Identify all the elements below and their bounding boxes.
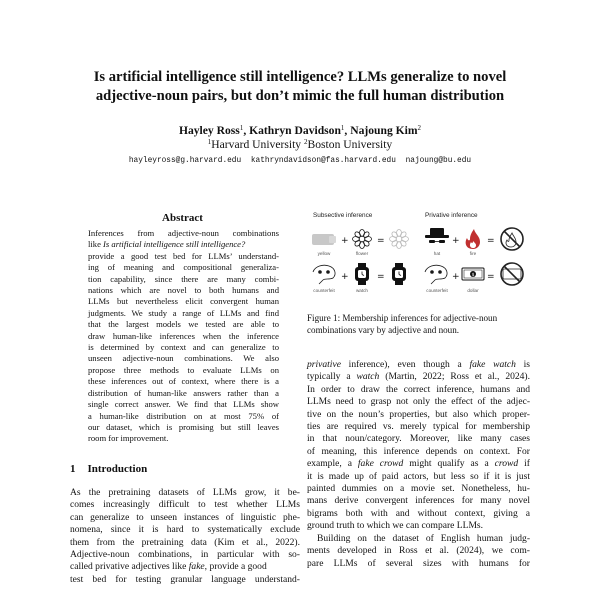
body-line: of meaning, this inference depends on context. For (307, 445, 530, 457)
body-line: them from the pretraining data (Kim et al., 2022). (70, 536, 300, 548)
hat-icon (425, 228, 449, 243)
body-line: it is made up of paid actors, but less so if it is just (307, 470, 530, 482)
author-3: Najoung Kim (350, 124, 418, 137)
figure-right-title: Privative inference (425, 212, 478, 219)
body-line: painted dummies on a movie set. Nonetheless, hu- (307, 483, 530, 495)
abstract-line: LLMs but nevertheless elicit convergent human (88, 296, 279, 307)
title-line-1: Is artificial intelligence still intelligence? LLMs generalize to novel (93, 69, 507, 85)
section-heading (70, 463, 147, 475)
pale-flower-icon (390, 230, 409, 249)
body-line: test bed for testing granular language understand- (70, 573, 300, 585)
abstract-line: nations which are novel to both humans and (88, 285, 279, 296)
svg-text:$: $ (471, 273, 475, 278)
abstract-line: unseen adjective-noun combinations. We also (88, 353, 279, 364)
body-line: pare LLMs of several sizes with humans for (307, 557, 530, 569)
caption-line: combinations vary by adjective and noun. (307, 324, 460, 335)
body-line: example, a fake crowd might qualify as a crowd if (307, 458, 530, 470)
affiliations (60, 138, 540, 152)
emails (60, 156, 540, 166)
section-title: Introduction (87, 463, 148, 475)
equals-icon: = (377, 272, 385, 282)
email-1[interactable]: hayleyross@g.harvard.edu (128, 157, 242, 165)
body-line: LLMs need to grasp not only the effect of the adjec- (307, 396, 530, 408)
abstract-line: judgments. We study a range of LLMs and find (88, 307, 279, 318)
caption-line: Figure 1: Membership inferences for adjective-noun (307, 313, 498, 323)
body-line: comes increasingly difficult to test whether LLMs (70, 499, 300, 511)
label-counterfeit-left: counterfeit (313, 288, 335, 293)
yellow-swatch-icon (312, 234, 336, 245)
abstract-line: tion capability, since there are many combi- (88, 273, 279, 284)
figure-left-title: Subsective inference (313, 212, 373, 219)
affiliation-1: Harvard University (211, 138, 302, 151)
abstract-italic-title: Is artificial intelligence still intelligence? (103, 239, 246, 250)
intro-left-column (70, 487, 300, 586)
label-flower: flower (355, 251, 369, 256)
body-line: In order to draw the correct inference, humans and (307, 383, 530, 395)
counterfeit-mask-icon (313, 265, 335, 284)
body-line: ties are required vs. merely typical for membership (307, 421, 530, 433)
body-line: can generalize to unseen instances of linguistic phe- (70, 511, 300, 523)
label-counterfeit-right: counterfeit (426, 288, 448, 293)
aff-mark: 2 (417, 124, 422, 132)
watch-icon (355, 263, 369, 285)
abstract-line: ing of meaning and compositional generaliza- (88, 262, 279, 273)
abstract-line: provide a good test bed for LLMs’ understand- (88, 250, 279, 261)
intro-right-column (307, 359, 530, 570)
plus-icon: + (452, 272, 460, 282)
body-line: ground truth to which we can compare LLMs. (307, 520, 484, 532)
aff-mark: 1 (340, 124, 345, 132)
body-line: nomena, since it is hard to systematically exclude (70, 524, 300, 536)
abstract-line: like Is artificial intelligence still intelligence? (88, 239, 246, 250)
equals-icon: = (487, 236, 495, 246)
abstract-line: is determined by context and can generalize to (88, 342, 279, 353)
abstract-line: propose three methods to evaluate LLMs on (88, 364, 279, 375)
abstract-line: that the largest models we tested are able to (88, 319, 279, 330)
label-dollar: dollar (467, 288, 479, 293)
label-fire: fire (469, 251, 477, 256)
body-line: Building on the dataset of English human judg- (317, 532, 530, 544)
abstract-line: room for improvement. (88, 433, 169, 444)
body-line: called privative adjectives like fake, provide a good (70, 561, 267, 573)
body-line: mans derive convergent inferences for many novel (307, 495, 530, 507)
abstract-line: a human-like distribution on at most 75% of (88, 410, 279, 421)
email-2[interactable]: kathryndavidson@fas.harvard.edu (250, 157, 396, 165)
abstract-body (88, 228, 279, 445)
counterfeit-mask-icon (425, 265, 447, 284)
email-3[interactable]: najoung@bu.edu (405, 157, 472, 165)
label-hat: hat (433, 251, 441, 256)
author-2: Kathryn Davidson (249, 124, 341, 137)
equals-icon: = (487, 272, 495, 282)
body-line: in that noun/category. Moreover, like many cases (307, 433, 530, 445)
label-yellow: yellow (317, 251, 331, 256)
aff-mark: 1 (207, 138, 212, 146)
author-block: Hayley Ross$^1$, Kathryn Davidson$^1$, Najoung Kim$^2$ $^1$Harvard University $^2$Boston University (60, 124, 540, 152)
body-line: privative inference), even though a fake watch is (307, 359, 530, 370)
aff-mark: 1 (239, 124, 244, 132)
dollar-bill-icon (462, 268, 484, 280)
italic-fake: fake (188, 561, 205, 573)
plus-icon: + (341, 236, 349, 246)
watch-result-icon (392, 263, 406, 285)
label-watch: watch (355, 288, 368, 293)
author-1: Hayley Ross (178, 124, 240, 137)
abstract-line: distribution of human-like answers rather than a (88, 387, 279, 398)
abstract-line: our dataset, which is promising but still leaves (88, 421, 279, 432)
affiliation-2: Boston University (307, 138, 393, 151)
figure-caption (307, 313, 530, 336)
aff-mark: 2 (304, 138, 308, 146)
plus-icon: + (452, 236, 460, 246)
plus-icon: + (341, 272, 349, 282)
flower-icon (353, 230, 372, 249)
body-line: ments developed in Ross et al. (2024), we com- (307, 545, 530, 557)
abstract-heading: Abstract (162, 212, 203, 224)
abstract-line: single correct answer. We find that LLMs show (88, 399, 279, 410)
section-number: 1 (70, 463, 76, 475)
abstract-line: draw human-like inferences when the inference (88, 330, 279, 341)
prohibited-dollar-icon (501, 263, 523, 285)
paper-title (60, 68, 540, 106)
body-line: tive on the noun’s properties, but also which proper- (307, 408, 530, 420)
body-line: Adjective-noun combinations, in particular with so- (70, 549, 300, 561)
body-line: typically a watch (Martin, 2022; Ross et al., 2024). (307, 371, 530, 383)
fire-icon (466, 229, 480, 249)
title-line-2: adjective-noun pairs, but don’t mimic the full human distribution (95, 88, 505, 104)
abstract-line: these inferences out of context, where there is a (88, 376, 279, 387)
equals-icon: = (377, 236, 385, 246)
abstract-line: Inferences from adjective-noun combinations (88, 228, 279, 238)
body-line: bigrams both with and without context, giving a (307, 507, 530, 519)
figure-1 (307, 210, 530, 306)
body-line: As the pretraining datasets of LLMs grow, it be- (70, 487, 300, 498)
prohibited-fire-icon (501, 228, 523, 250)
